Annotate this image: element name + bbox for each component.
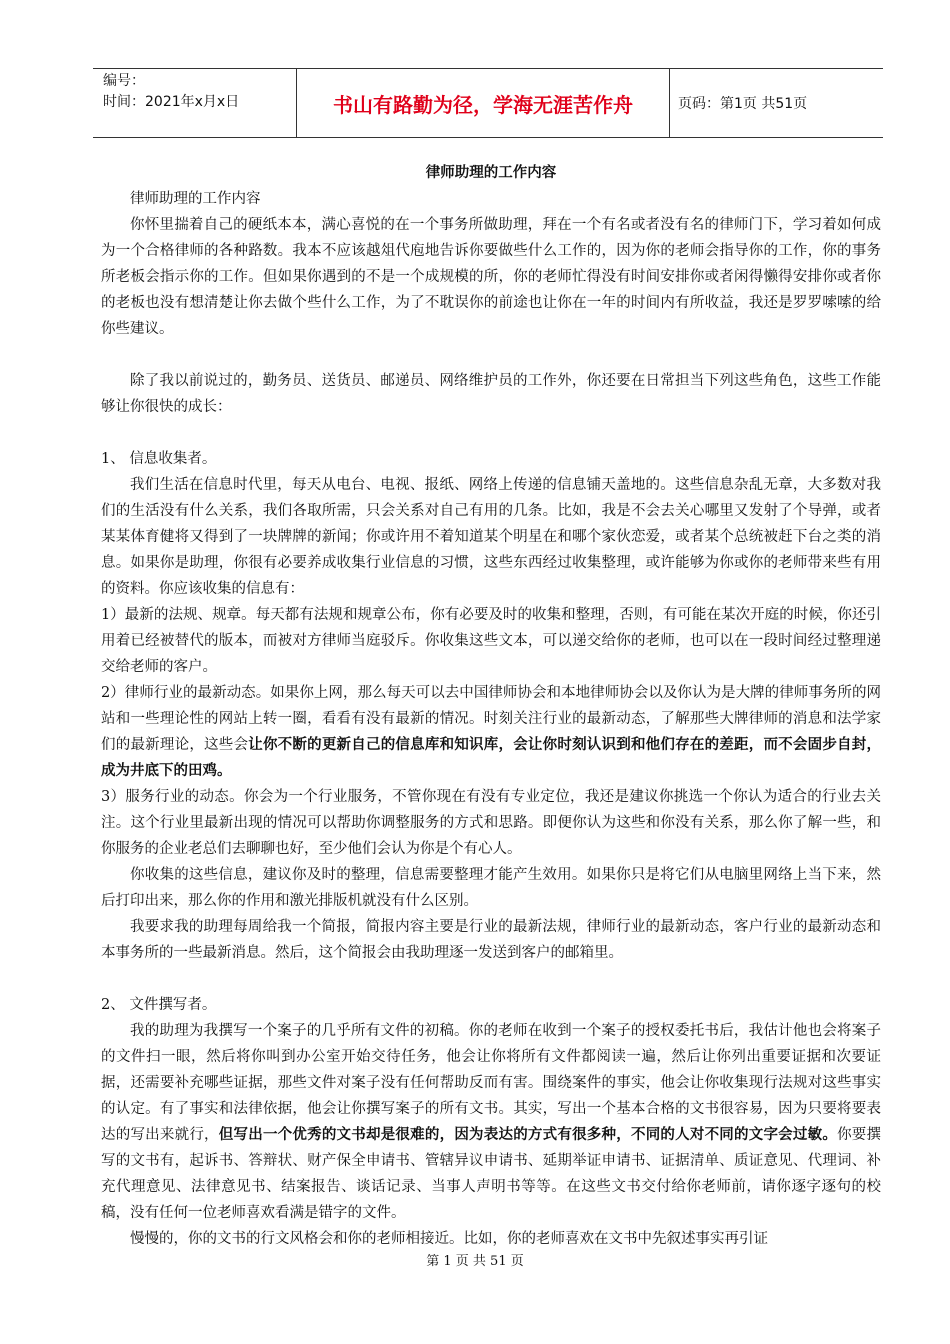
paragraph-info-age: 我们生活在信息时代里，每天从电台、电视、报纸、网络上传递的信息铺天盖地的。这些信息杂乱无章，大多数对我们的生活没有什么关系，我们各取所需，只会关系对自己有用的几条。比如，我是不会去关心哪里又发射了个导弹，或者某某体育健将又得到了一块牌牌的新闻；你或许用不着知道某个明星在和哪个家伙恋爱，或者某个总统被赶下台之类的消息。如果你是助理，你很有必要养成收集行业信息的习惯，这些东西经过收集整理，或许能够为你或你的老师带来些有用的资料。你应该收集的信息有： — [101, 477, 881, 597]
paragraph-weekly-brief: 我要求我的助理每周给我一个简报，简报内容主要是行业的最新法规，律师行业的最新动态，客户行业的最新动态和本事务所的一些最新消息。然后，这个简报会由我助理逐一发送到客户的邮箱里。 — [101, 919, 881, 961]
paragraph-text: 我的助理为我撰写一个案子的几乎所有文件的初稿。你的老师在收到一个案子的授权委托书后，我估计他也会将案子的文件扫一眼，然后将你叫到办公室开始交待任务，他会让你将所有文件都阅读一遍，然后让你列出重要证据和次要证据，还需要补充哪些证据，那些文件对案子没有任何帮助反而有害。围绕案件的事实，他会让你收集现行法规对这些事实的认定。有了事实和法律依据，他会让你撰写案子的所有文书。其实，写出一个基本合格的文书很容易，因为只要将要表达的写出来就行， — [101, 1023, 881, 1143]
header-meta — [93, 69, 296, 137]
list-item-lawyer-trends — [101, 680, 881, 784]
page-header — [93, 68, 883, 138]
document-subtitle: 律师助理的工作内容 — [130, 191, 261, 207]
document-time-label: 时间：2021年x月x日 — [103, 94, 240, 110]
list-item-industry-trends: 3）服务行业的动态。你会为一个行业服务，不管你现在有没有专业定位，我还是建议你挑选一个你认为适合的行业去关注。这个行业里最新出现的情况可以帮助你调整服务的方式和思路。即便你认为这些和你没有关系，那么你了解一些，和你服务的企业老总们去聊聊也好，至少他们会认为你是个有心人。 — [101, 789, 881, 857]
section-heading-info-collector: 1、 信息收集者。 — [101, 451, 217, 467]
bold-emphasis: 让你不断的更新自己的信息库和知识库，会让你时刻认识到和他们存在的差距，而不会固步自封，成为井底下的田鸡。 — [101, 736, 882, 779]
section-heading-document-writer: 2、 文件撰写者。 — [101, 997, 217, 1013]
spacer — [101, 342, 881, 368]
paragraph-writing-style: 慢慢的，你的文书的行文风格会和你的老师相接近。比如，你的老师喜欢在文书中先叙述事实再引证 — [130, 1231, 768, 1247]
paragraph-intro: 你怀里揣着自己的硬纸本本，满心喜悦的在一个事务所做助理，拜在一个有名或者没有名的律师门下，学习着如何成为一个合格律师的各种路数。我本不应该越俎代庖地告诉你要做些什么工作的，因为你的老师会指导你的工作，你的事务所老板会指示你的工作。但如果你遇到的不是一个成规模的所，你的老师忙得没有时间安排你或者闲得懒得安排你或者你的老板也没有想清楚让你去做个些什么工作，为了不耽误你的前途也让你在一年的时间内有所收益，我还是罗罗嗦嗦的给你些建议。 — [101, 217, 881, 337]
list-item-regulations: 1）最新的法规、规章。每天都有法规和规章公布，你有必要及时的收集和整理，否则，有可能在某次开庭的时候，你还引用着已经被替代的版本，而被对方律师当庭驳斥。你收集这些文本，可以递交给你的老师，也可以在一段时间经过整理递交给老师的客户。 — [101, 607, 881, 675]
page-footer: 第 1 页 共 51 页 — [426, 1254, 524, 1269]
spacer — [101, 420, 881, 446]
paragraph-drafting — [101, 1018, 881, 1226]
document-body — [101, 160, 881, 1252]
header-page-info: 页码：第1页 共51页 — [678, 96, 808, 112]
document-title: 律师助理的工作内容 — [425, 164, 557, 181]
paragraph-roles: 除了我以前说过的，勤务员、送货员、邮递员、网络维护员的工作外，你还要在日常担当下列这些角色，这些工作能够让你很快的成长： — [101, 373, 881, 415]
paragraph-text: 你要撰写的文书有，起诉书、答辩状、财产保全申请书、管辖异议申请书、延期举证申请书、证据清单、质证意见、代理词、补充代理意见、法律意见书、结案报告、谈话记录、当事人声明书等等。在这些文书交付给你老师前，请你逐字逐句的校稿，没有任何一位老师喜欢看满是错字的文件。 — [101, 1127, 882, 1221]
spacer — [101, 966, 881, 992]
paragraph-organize-info: 你收集的这些信息，建议你及时的整理，信息需要整理才能产生效用。如果你只是将它们从电脑里网络上当下来，然后打印出来，那么你的作用和激光排版机就没有什么区别。 — [101, 867, 881, 909]
header-motto: 书山有路勤为径，学海无涯苦作舟 — [296, 69, 670, 137]
bold-emphasis: 但写出一个优秀的文书却是很难的，因为表达的方式有很多种，不同的人对不同的文字会过敏。 — [218, 1126, 838, 1143]
list-item-text: 2）律师行业的最新动态。如果你上网，那么每天可以去中国律师协会和本地律师协会以及你认为是大牌的律师事务所的网站和一些理论性的网站上转一圈，看看有没有最新的情况。时刻关注行业的最新动态，了解那些大牌律师的消息和法学家们的最新理论，这些会 — [101, 685, 881, 753]
document-number-label: 编号： — [103, 73, 145, 89]
